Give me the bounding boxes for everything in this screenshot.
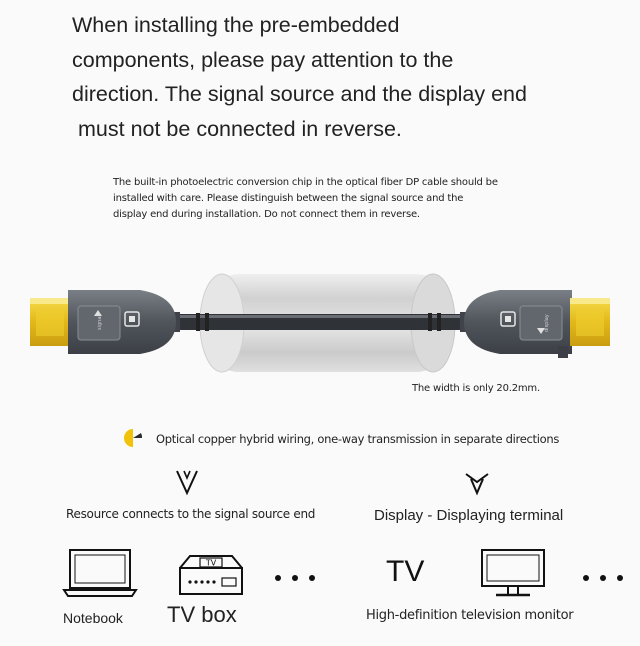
more-display-devices-icon <box>578 572 628 584</box>
installation-note <box>113 175 553 223</box>
tv-box-label: TV box <box>167 602 237 627</box>
headline-line-3: direction. The signal source and the display end <box>72 82 527 106</box>
note-line-2: installed with care. Please distinguish between the signal source and the <box>113 193 464 204</box>
right-dp-plug <box>464 290 610 358</box>
tv-box-icon <box>176 552 246 598</box>
tv-text: TV <box>386 555 425 588</box>
headline-line-1: When installing the pre-embedded <box>72 13 400 37</box>
wiring-description: Optical copper hybrid wiring, one-way transmission in separate directions <box>156 432 560 446</box>
svg-text:signal: signal <box>97 315 103 330</box>
cable-width-note: The width is only 20.2mm. <box>412 383 540 394</box>
notebook-label: Notebook <box>63 610 123 626</box>
display-terminal-label: Display - Displaying terminal <box>374 507 564 524</box>
source-direction-icon <box>174 468 200 496</box>
display-direction-icon <box>463 470 491 496</box>
monitor-icon <box>478 548 548 600</box>
tv-box-screen-text: TV <box>205 558 217 568</box>
svg-text:display: display <box>544 314 550 332</box>
note-line-3: display end during installation. Do not connect them in reverse. <box>113 209 420 220</box>
dp-cable-illustration <box>0 262 640 387</box>
left-dp-plug <box>30 290 176 354</box>
monitor-label: High-definition television monitor <box>366 608 574 623</box>
headline <box>72 8 632 146</box>
cable-wire <box>172 312 468 332</box>
yellow-bullet-icon <box>122 427 144 449</box>
notebook-icon <box>62 548 138 598</box>
headline-line-4: must not be connected in reverse. <box>78 116 402 141</box>
headline-line-2: components, please pay attention to the <box>72 47 454 72</box>
note-line-1: The built-in photoelectric conversion chip in the optical fiber DP cable should be <box>113 177 498 188</box>
signal-source-label: Resource connects to the signal source end <box>66 507 316 521</box>
more-source-devices-icon <box>270 572 320 584</box>
